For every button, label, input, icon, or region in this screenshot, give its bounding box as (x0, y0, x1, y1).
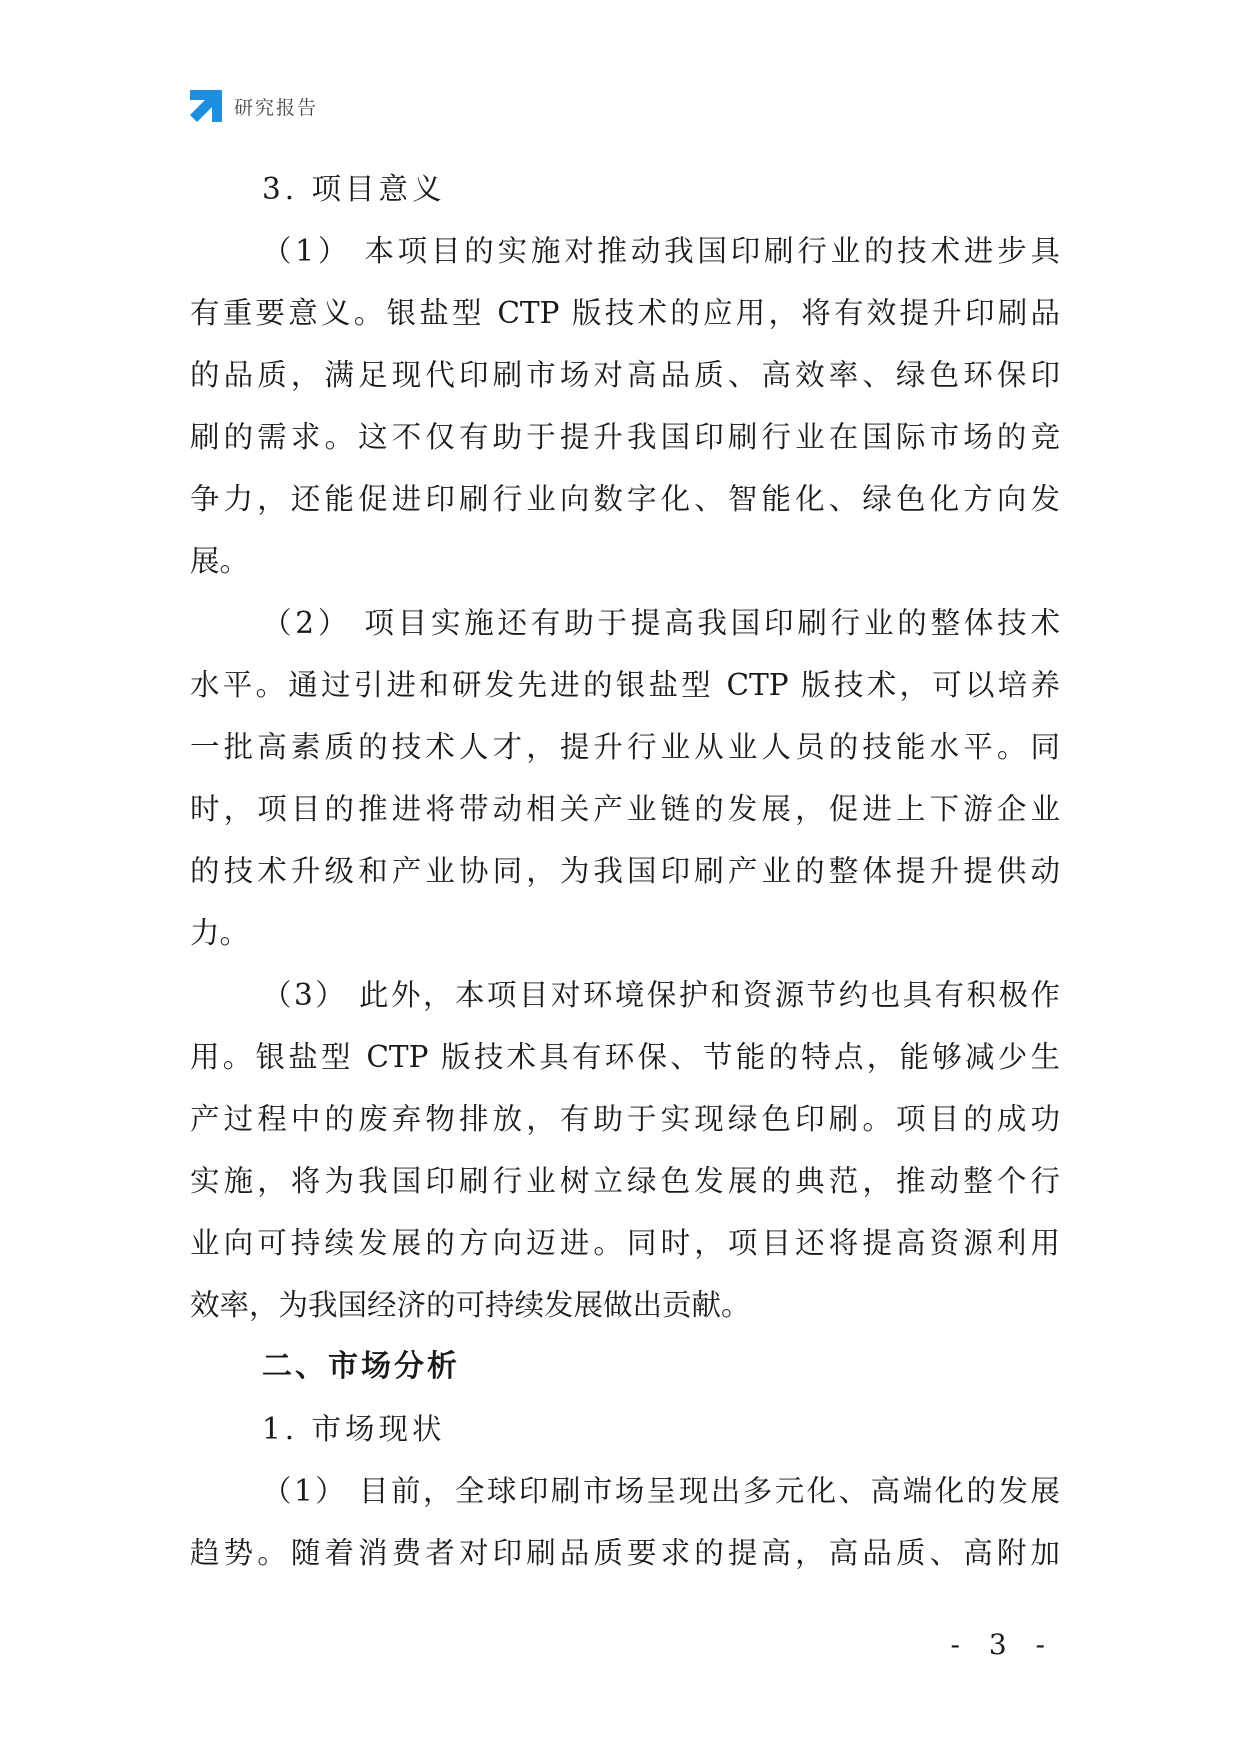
paragraph-line: （1） 目前，全球印刷市场呈现出多元化、高端化的发展 (262, 1474, 1060, 1508)
paragraph-line: 产过程中的废弃物排放，有助于实现绿色印刷。项目的成功 (190, 1102, 1060, 1136)
header-title: 研究报告 (234, 96, 319, 119)
paragraph-line: （3） 此外，本项目对环境保护和资源节约也具有积极作 (262, 978, 1060, 1012)
paragraph-line: 力。 (190, 916, 250, 950)
chapter-heading: 二、市场分析 (262, 1349, 460, 1384)
paragraph-line: 有重要意义。银盐型 CTP 版技术的应用，将有效提升印刷品 (190, 296, 1060, 330)
paragraph-line: 一批高素质的技术人才，提升行业从业人员的技能水平。同 (190, 730, 1060, 764)
paragraph-line: 刷的需求。这不仅有助于提升我国印刷行业在国际市场的竞 (190, 420, 1060, 454)
paragraph-line: 的品质，满足现代印刷市场对高品质、高效率、绿色环保印 (190, 358, 1060, 392)
paragraph-line: 用。银盐型 CTP 版技术具有环保、节能的特点，能够减少生 (190, 1040, 1060, 1074)
paragraph-line: 效率，为我国经济的可持续发展做出贡献。 (190, 1288, 751, 1322)
paragraph-line: （2） 项目实施还有助于提高我国印刷行业的整体技术 (262, 606, 1060, 640)
paragraph-line: 业向可持续发展的方向迈进。同时，项目还将提高资源利用 (190, 1226, 1060, 1260)
paragraph-line: 水平。通过引进和研发先进的银盐型 CTP 版技术，可以培养 (190, 668, 1060, 702)
paragraph-line: 时，项目的推进将带动相关产业链的发展，促进上下游企业 (190, 792, 1060, 826)
paragraph-line: 趋势。随着消费者对印刷品质要求的提高，高品质、高附加 (190, 1536, 1060, 1570)
paragraph-line: 展。 (190, 544, 250, 578)
document-body (190, 158, 1060, 1584)
paragraph-line: 实施，将为我国印刷行业树立绿色发展的典范，推动整个行 (190, 1164, 1060, 1198)
page-number: - 3 - (950, 1628, 1055, 1661)
section-heading: 3. 项目意义 (262, 172, 446, 206)
arrow-up-right-icon (190, 90, 222, 122)
section-heading: 1. 市场现状 (262, 1412, 446, 1446)
page-header (190, 90, 318, 122)
paragraph-line: （1） 本项目的实施对推动我国印刷行业的技术进步具 (262, 234, 1060, 268)
paragraph-line: 的技术升级和产业协同，为我国印刷产业的整体提升提供动 (190, 854, 1060, 888)
paragraph-line: 争力，还能促进印刷行业向数字化、智能化、绿色化方向发 (190, 482, 1060, 516)
